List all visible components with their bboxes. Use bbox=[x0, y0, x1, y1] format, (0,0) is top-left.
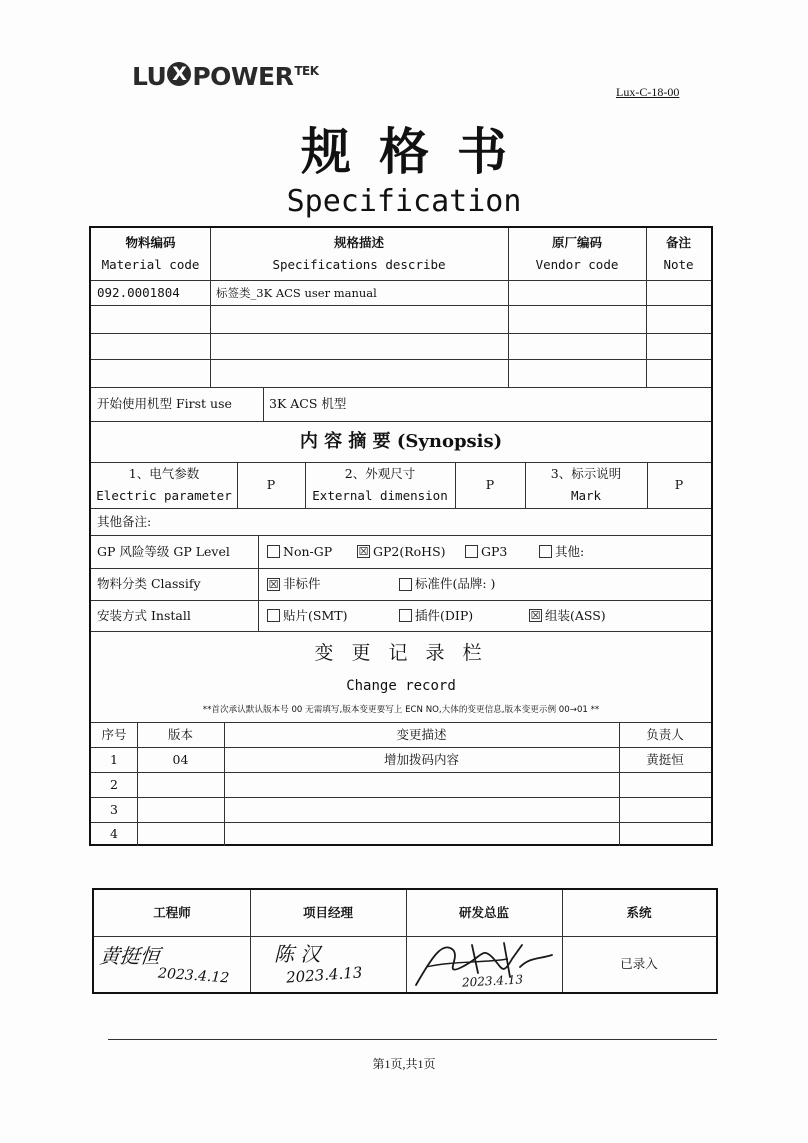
checkbox-icon bbox=[267, 609, 280, 622]
header-material-code: 物料编码 Material code bbox=[101, 235, 200, 272]
change-record-title-cn: 变 更 记 录 栏 bbox=[314, 642, 488, 664]
director-date: 2023.4.13 bbox=[461, 972, 524, 990]
pm-date: 2023.4.13 bbox=[285, 963, 363, 987]
system-status: 已录入 bbox=[620, 956, 658, 971]
gp-option-other[interactable]: 其他: bbox=[533, 535, 639, 568]
note-value bbox=[646, 280, 711, 305]
vendor-code-value bbox=[508, 280, 646, 305]
checkbox-icon bbox=[465, 545, 478, 558]
col-project-manager: 项目经理 bbox=[302, 905, 353, 920]
col-version: 版本 bbox=[167, 726, 193, 742]
checkbox-icon bbox=[267, 545, 280, 558]
gp-option-gp3[interactable]: GP3 bbox=[459, 535, 535, 568]
synopsis-electric: 1、电气参数 Electric parameter bbox=[96, 466, 232, 503]
checkbox-icon bbox=[399, 578, 412, 591]
company-logo: LU X POWER TEK bbox=[132, 62, 319, 91]
header-spec-describe: 规格描述 Specifications describe bbox=[272, 235, 446, 272]
checkbox-checked-icon: ☒ bbox=[268, 577, 279, 591]
pm-signature: 陈 汉 bbox=[274, 942, 321, 966]
description-value: 标签类_3K ACS user manual bbox=[216, 285, 377, 300]
header-note: 备注 Note bbox=[663, 235, 694, 272]
gp-option-non-gp[interactable]: Non-GP bbox=[261, 535, 357, 568]
engineer-signature: 黄挺恒 bbox=[98, 944, 162, 968]
change-record-title-en: Change record bbox=[346, 678, 456, 694]
row-no: 1 bbox=[110, 751, 118, 767]
checkbox-checked-icon: ☒ bbox=[358, 545, 369, 558]
synopsis-mark-value: P bbox=[674, 477, 684, 492]
install-option-ass[interactable]: ☒ 组装(ASS) bbox=[530, 607, 606, 623]
col-rd-director: 研发总监 bbox=[458, 905, 509, 920]
col-owner: 负责人 bbox=[646, 726, 684, 742]
first-use-value: 3K ACS 机型 bbox=[269, 396, 347, 411]
col-system: 系统 bbox=[626, 905, 652, 920]
classify-option-standard[interactable]: 标准件(品牌: ) bbox=[393, 568, 599, 600]
synopsis-dimension-value: P bbox=[485, 477, 495, 492]
install-label: 安装方式 Install bbox=[97, 607, 191, 623]
logo-x-icon: X bbox=[167, 62, 191, 86]
row-no: 3 bbox=[110, 801, 118, 817]
row-version: 04 bbox=[172, 751, 189, 767]
synopsis-mark: 3、标示说明 Mark bbox=[550, 466, 622, 503]
checkbox-icon bbox=[399, 609, 412, 622]
engineer-date: 2023.4.12 bbox=[157, 965, 230, 987]
header-vendor-code: 原厂编码 Vendor code bbox=[535, 235, 619, 272]
synopsis-dimension: 2、外观尺寸 External dimension bbox=[312, 466, 448, 503]
row-no: 2 bbox=[110, 776, 118, 792]
spec-table bbox=[89, 226, 713, 846]
install-option-dip[interactable]: 插件(DIP) bbox=[393, 600, 519, 631]
row-owner: 黄挺恒 bbox=[646, 751, 684, 767]
col-description: 变更描述 bbox=[396, 726, 447, 742]
row-description: 增加拨码内容 bbox=[383, 751, 459, 767]
first-use-label: 开始使用机型 First use bbox=[97, 396, 232, 411]
material-code-value: 092.0001804 bbox=[97, 284, 180, 300]
synopsis-title: 内 容 摘 要 (Synopsis) bbox=[299, 430, 503, 452]
gp-option-gp2[interactable]: ☒ GP2(RoHS) bbox=[358, 543, 446, 559]
page-title-en: Specification bbox=[286, 184, 522, 219]
other-notes-label: 其他备注: bbox=[97, 513, 152, 529]
page-indicator: 第1页,共1页 bbox=[372, 1057, 436, 1071]
gp-level-label: GP 风险等级 GP Level bbox=[97, 543, 230, 559]
col-engineer: 工程师 bbox=[153, 905, 191, 920]
checkbox-icon bbox=[539, 545, 552, 558]
change-record-note: **首次承认默认版本号 00 无需填写,版本变更要写上 ECN NO,大体的变更信息,版本变更示例 00→01 ** bbox=[202, 705, 600, 715]
col-no: 序号 bbox=[101, 726, 127, 742]
classify-label: 物料分类 Classify bbox=[97, 576, 201, 591]
classify-option-nonstandard[interactable]: ☒ 非标件 bbox=[268, 576, 321, 591]
checkbox-checked-icon: ☒ bbox=[530, 609, 541, 622]
document-number: Lux-C-18-00 bbox=[616, 85, 680, 99]
synopsis-electric-value: P bbox=[266, 477, 276, 492]
install-option-smt[interactable]: 贴片(SMT) bbox=[261, 600, 387, 631]
footer-divider bbox=[108, 1039, 717, 1040]
signoff-table bbox=[92, 888, 718, 994]
row-no: 4 bbox=[110, 826, 118, 841]
page-title-cn: 规格书 bbox=[301, 123, 535, 181]
